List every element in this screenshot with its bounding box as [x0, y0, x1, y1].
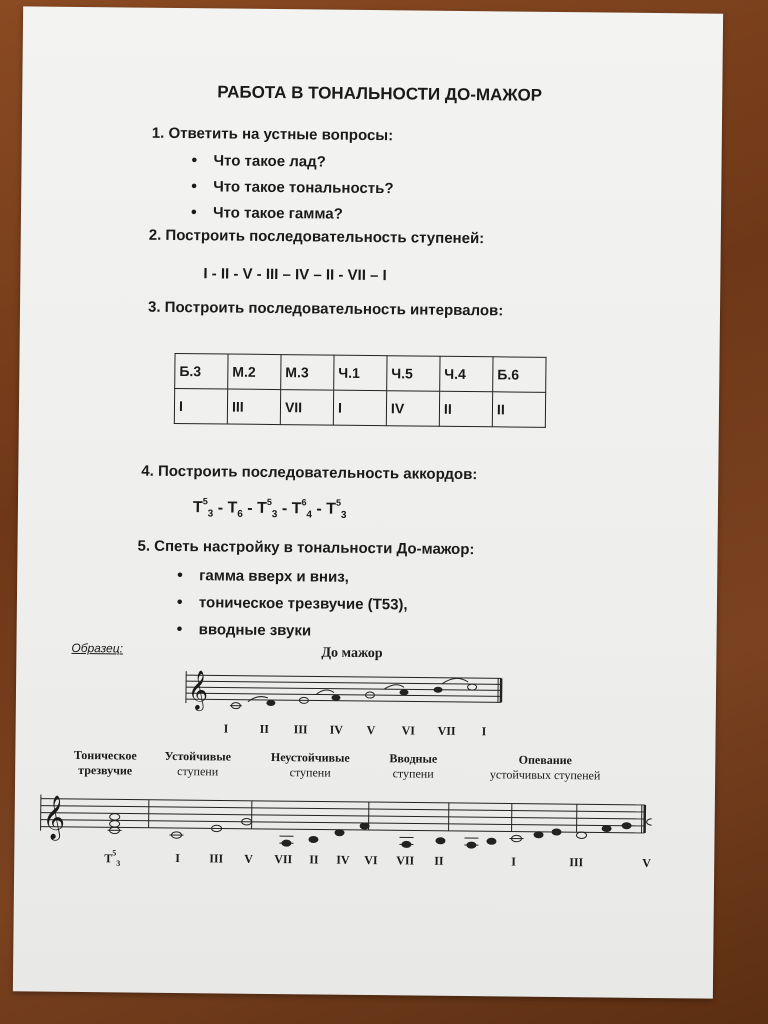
scale-degree: IV	[329, 722, 344, 737]
degree-sequence: I - II - V - III – IV – II - VII – I	[203, 265, 387, 285]
scale-notes	[230, 682, 477, 712]
bottom-degree: I	[511, 854, 516, 869]
interval-cell: Б.3	[175, 353, 228, 389]
task5-item-text: тоническое трезвучие (Т53),	[198, 594, 408, 614]
task5-item	[177, 567, 349, 587]
bottom-degree: VII	[396, 853, 415, 868]
chord: $T_6$	[227, 499, 243, 521]
task2-heading: 2. Построить последовательность ступеней:	[148, 226, 485, 248]
scale-degree: I	[481, 724, 487, 739]
table-row	[175, 353, 546, 392]
degree-cell: I	[333, 390, 386, 426]
bottom-degree: II	[309, 852, 319, 867]
task1-item-text: Что такое лад?	[213, 152, 326, 171]
task1-item	[191, 204, 343, 224]
chord: $T^5_3$	[326, 497, 347, 522]
task5-item	[177, 594, 408, 614]
interval-cell: Ч.4	[440, 356, 493, 392]
section-header: Неустойчивые ступени	[270, 749, 350, 780]
worksheet-page	[13, 6, 723, 998]
treble-clef-icon: 𝄞	[187, 672, 209, 710]
scale-title: До мажор	[321, 645, 383, 662]
section-header: Вводные ступени	[389, 751, 438, 781]
interval-cell: Ч.5	[387, 356, 440, 392]
degree-cell: III	[227, 389, 280, 425]
bottom-degree: I	[175, 851, 181, 866]
task1-item	[191, 178, 393, 198]
task5-item-text: гамма вверх и вниз,	[199, 567, 349, 586]
scale-degree: III	[293, 722, 308, 737]
task3-heading: 3. Построить последовательность интервалов:	[147, 298, 504, 320]
degree-cell: II	[492, 392, 545, 428]
degree-cell: II	[439, 391, 492, 427]
interval-cell: Б.6	[493, 357, 546, 393]
sample-label: Образец:	[71, 640, 124, 656]
bottom-degree: V	[642, 855, 651, 870]
bottom-degree: VII	[274, 852, 293, 867]
task1-item-text: Что такое тональность?	[213, 178, 394, 198]
scale-degree: II	[259, 721, 270, 736]
bottom-degree: III	[209, 851, 224, 866]
scale-degree: VII	[437, 723, 456, 738]
chord: $T^5_3$	[256, 496, 278, 521]
interval-cell: М.2	[228, 354, 281, 390]
exercise-staff	[36, 785, 652, 861]
task5-item-text: вводные звуки	[198, 621, 312, 640]
bottom-degree: VI	[364, 852, 378, 868]
task1-item	[191, 152, 325, 171]
section-header: Опевание устойчивых ступеней	[489, 752, 601, 783]
task1-heading: 1. Ответить на устные вопросы:	[151, 124, 394, 145]
degree-cell: IV	[386, 391, 439, 427]
bottom-degree: III	[569, 855, 584, 870]
intervals-table	[174, 353, 547, 428]
tonic-chord-label: $T^5_3$	[104, 848, 121, 868]
scale-degree: I	[223, 721, 229, 736]
chord: $T^6_4$	[291, 497, 312, 521]
scale-degree: VI	[401, 723, 416, 738]
chord: $T^5_3$	[192, 496, 214, 520]
degree-cell: I	[174, 388, 227, 424]
staff-lines	[186, 671, 501, 706]
task5-item	[177, 621, 312, 640]
page-title: РАБОТА В ТОНАЛЬНОСТИ ДО-МАЖОР	[217, 82, 543, 105]
task4-heading: 4. Построить последовательность аккордов:	[141, 462, 478, 484]
treble-clef-icon: 𝄞	[42, 796, 66, 839]
bottom-degree: IV	[336, 852, 350, 867]
chord-sequence: $T^5_3 - T_6 - T^5_3 - T^6_4 - T^5_3$	[192, 496, 347, 522]
degree-cell: VII	[280, 390, 333, 426]
task1-item-text: Что такое гамма?	[212, 204, 343, 223]
bottom-degree: V	[244, 851, 254, 866]
section-header: Тоническое трезвучие	[73, 747, 137, 778]
interval-cell: М.3	[281, 355, 334, 391]
task5-heading: 5. Спеть настройку в тональности До-мажор:	[137, 537, 475, 559]
section-header: Устойчивые ступени	[164, 748, 232, 779]
scale-degree: V	[366, 722, 376, 738]
table-row	[174, 388, 545, 427]
bottom-degree: II	[434, 853, 444, 868]
interval-cell: Ч.1	[334, 355, 387, 391]
